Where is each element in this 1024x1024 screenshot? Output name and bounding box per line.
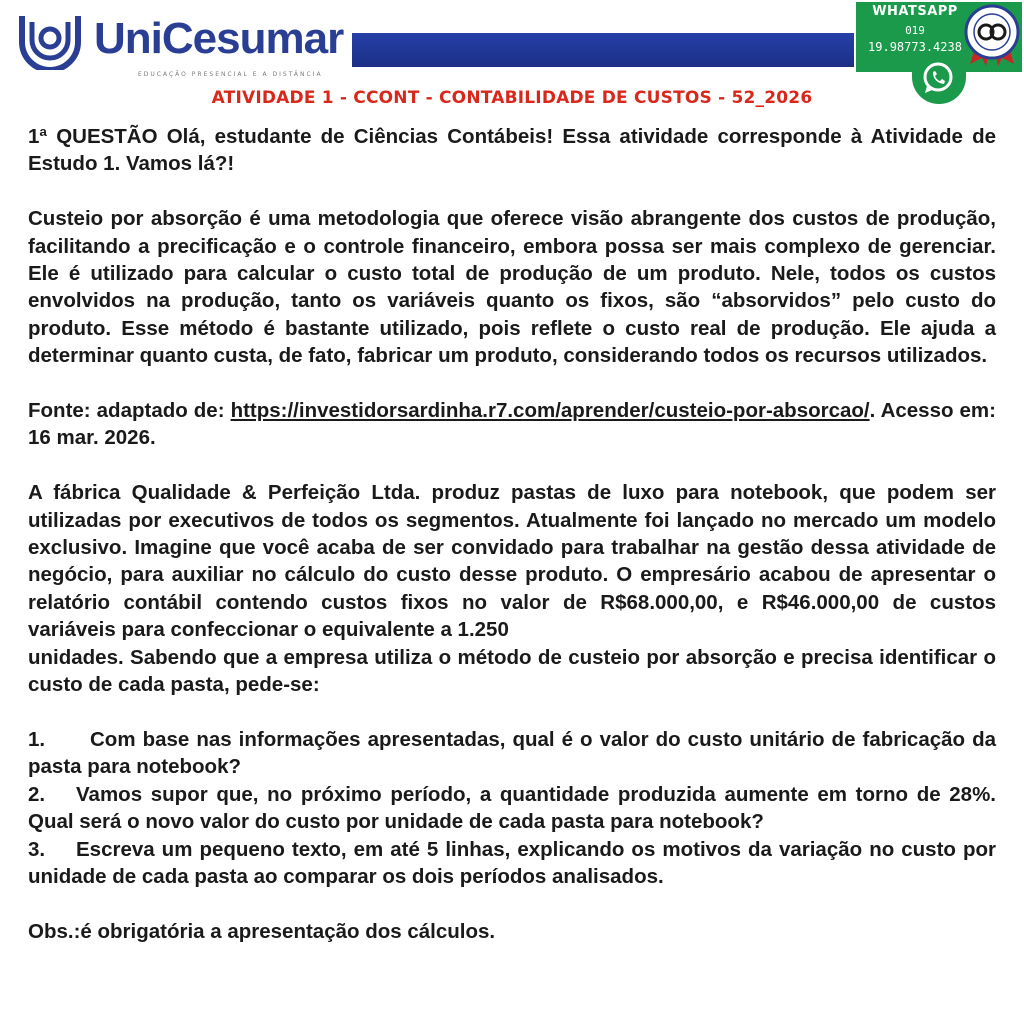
list-item-number: 3. [28, 837, 46, 861]
unicesumar-logo-icon [14, 8, 94, 70]
source-access-date: . Acesso em: 16 mar. 2026. [28, 399, 996, 450]
context-paragraph: Custeio por absorção é uma metodologia que oferece visão abrangente dos custos de produção, facilitando a precificação e o controle financeiro, embora possa ser mais complexo de gerenciar. Ele é utilizado para calcular o custo total de produção de um produto. Nele, todos os custos envolvidos na produção, tanto os variáveis quanto os fixos, são “absorvidos” pelo custo do produto. Esse método é bastante utilizado, pois reflete o custo real de produção. Ele ajuda a determinar quanto custa, de fato, fabricar um produto, considerando todos os recursos utilizados. [28, 207, 996, 368]
source-link[interactable]: https://investidorsardinha.r7.com/aprender/custeio-por-absorcao/ [230, 399, 870, 423]
academic-seal-icon [964, 4, 1020, 66]
list-item [28, 836, 996, 891]
question-content [28, 123, 996, 945]
question-number: 1ª [28, 125, 47, 148]
unicesumar-logo [14, 8, 344, 78]
logo-name: UniCesumar [94, 14, 344, 63]
question-intro-text: QUESTÃO Olá, estudante de Ciências Contábeis! Essa atividade corresponde à Atividade de Estudo 1. Vamos lá?! [28, 125, 997, 176]
whatsapp-title: WHATSAPP [872, 4, 958, 19]
whatsapp-ddd: 019 [905, 24, 925, 37]
list-item-number: 2. [28, 782, 46, 806]
list-item-text: Escreva um pequeno texto, em até 5 linhas, explicando os motivos da variação no custo por unidade de cada pasta ao comparar os dois períodos analisados. [28, 837, 996, 888]
list-item-text: Com base nas informações apresentadas, qual é o valor do custo unitário de fabricação da pasta para notebook? [28, 727, 996, 779]
list-item [28, 781, 996, 836]
scenario-paragraph: A fábrica Qualidade & Perfeição Ltda. produz pastas de luxo para notebook, que podem ser utilizadas por executivos de todos os segmentos. Atualmente foi lançado no mercado um modelo exclusivo. Imagine que você acaba de ser convidado para trabalhar na gestão dessa atividade de negócio, para auxiliar no cálculo do custo desse produto. O empresário acabou de apresentar o relatório contábil contendo custos fixos no valor de R$68.000,00, e R$46.000,00 de custos variáveis para confeccionar o equivalente a 1.250 [28, 481, 996, 642]
source-citation [28, 397, 996, 452]
header-blue-bar [352, 33, 854, 67]
logo-tagline: EDUCAÇÃO PRESENCIAL E A DISTÂNCIA [138, 71, 323, 78]
activity-title: ATIVIDADE 1 - CCONT - CONTABILIDADE DE CUSTOS - 52_2026 [211, 88, 813, 108]
scenario-paragraph-continued: unidades. Sabendo que a empresa utiliza o método de custeio por absorção e precisa identificar o custo de cada pasta, pede-se: [28, 645, 996, 697]
list-item [28, 726, 996, 781]
list-item-text: Vamos supor que, no próximo período, a quantidade produzida aumente em torno de 28%. Qual será o novo valor do custo por unidade de cada pasta para notebook? [28, 782, 996, 834]
list-item-number: 1. [28, 727, 46, 751]
observation-note: Obs.:é obrigatória a apresentação dos cálculos. [28, 919, 496, 943]
whatsapp-number: 19.98773.4238 [868, 40, 962, 54]
source-label: Fonte: adaptado de: [28, 399, 225, 423]
question-intro [28, 123, 996, 178]
